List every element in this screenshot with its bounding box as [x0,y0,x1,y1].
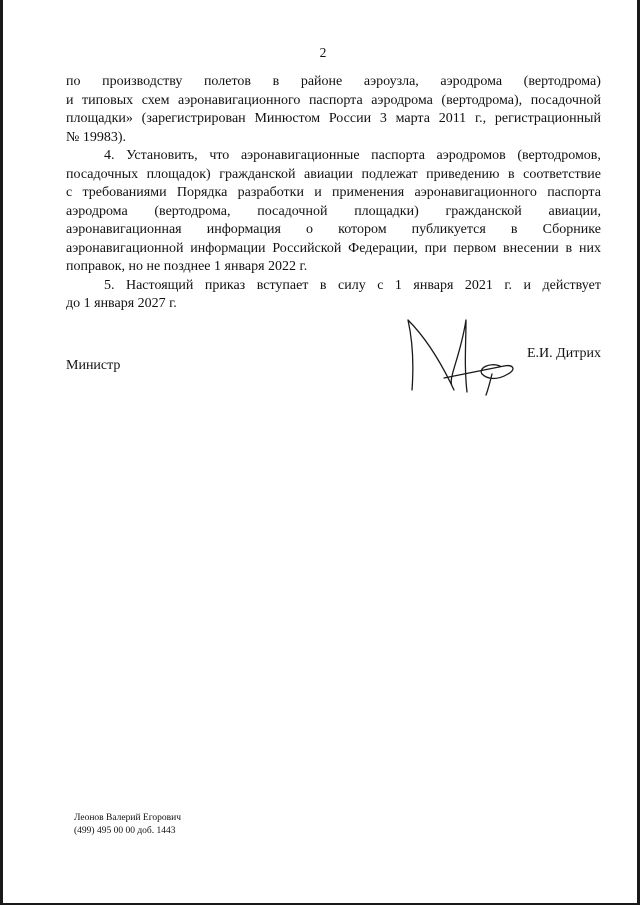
word: Порядка [176,185,228,200]
word: 2021 [464,277,493,293]
word: Федерации, [348,240,418,256]
word: (вертодрома, [154,203,231,219]
word: (вертодрома) [523,74,601,89]
word: информации [190,240,266,256]
word: и [314,185,322,200]
word: полетов [203,74,251,89]
word: что [209,148,230,163]
word: Настоящий [125,277,194,293]
word: и [523,277,532,293]
word: марта [395,111,430,126]
word: по [66,74,81,89]
word: в [272,74,280,89]
word: них [578,240,601,256]
word: января [413,277,454,293]
word: Сборнике [542,222,601,237]
word: посадочной [530,92,601,108]
word: 4. [104,148,115,163]
word: паспорта [547,185,601,200]
word: аэродромов [436,148,506,163]
word: действует [542,277,601,293]
word: и [66,92,74,108]
text-line [66,240,601,259]
signature-block [66,318,601,398]
word: аэронавигационного [178,92,301,108]
word: аэроузла, [363,74,419,89]
word: требованиями [82,185,167,200]
contact-name: Леонов Валерий Егорович [74,813,181,823]
word: авиации [304,166,354,182]
word: аэродрома [371,92,433,108]
word: силу [338,277,366,293]
signer-name: Е.И. Дитрих [527,346,601,361]
word: приказ [204,277,246,293]
word: 1 [394,277,402,293]
text-line [66,147,601,166]
word: регистрационный [494,111,601,126]
contact-info [74,812,181,838]
word: площадки) [354,203,419,219]
text-line [66,277,601,296]
word: аэродрома [440,74,503,89]
word: типовых [82,92,134,108]
word: при [424,240,447,256]
text-line [66,221,601,240]
word: в [565,240,573,256]
body-text [66,73,601,314]
word: схем [141,92,170,108]
word: авиации, [548,203,601,219]
word: аэронавигационные [240,148,360,163]
word: соответствие [523,166,601,182]
text-line [66,203,601,222]
text-line: № 19983). [66,129,127,145]
word: площадки» [66,111,133,126]
word: Российской [272,240,342,256]
word: 3 [379,111,387,126]
text-line [66,184,601,203]
word: 5. [104,277,115,293]
page-number: 2 [319,45,327,60]
word: гражданской [219,166,296,182]
word: аэродрома [66,203,128,219]
word: посадочных [66,166,139,182]
word: паспорта [371,148,425,163]
word: 2011 [438,111,467,126]
word: вступает [256,277,309,293]
word: в [510,222,518,237]
word: первом [453,240,497,256]
word: (вертодрома), [441,92,523,108]
word: внесении [502,240,559,256]
word: аэронавигационная [66,222,182,237]
word: г. [504,277,513,293]
word: приведению [426,166,500,182]
word: аэронавигационной [66,240,184,256]
word: районе [300,74,343,89]
word: подлежат [361,166,418,182]
word: о [306,222,314,237]
word: информация [206,222,281,237]
word: в [319,277,327,293]
word: разработки [237,185,304,200]
word: Минюстом [254,111,321,126]
word: г., [474,111,487,126]
word: (зарегистрирован [141,111,246,126]
word: котором [338,222,387,237]
word: аэронавигационного [414,185,537,200]
text-line [66,110,601,129]
text-line [66,166,601,185]
word: с [377,277,384,293]
word: посадочной [257,203,328,219]
text-line [66,73,601,92]
word: в [507,166,515,182]
text-line: до 1 января 2027 г. [66,296,177,311]
word: паспорта [308,92,363,108]
word: (вертодромов, [517,148,601,163]
text-line [66,92,601,111]
handwritten-signature [404,318,524,396]
word: применения [332,185,405,200]
word: площадок) [146,166,211,182]
word: гражданской [445,203,522,219]
text-line: поправок, но не позднее 1 января 2022 г. [66,259,308,274]
signer-title: Министр [66,358,121,373]
word: России [328,111,372,126]
word: с [66,185,73,200]
contact-phone: (499) 495 00 00 доб. 1443 [74,826,176,836]
word: производству [102,74,183,89]
word: публикуется [411,222,486,237]
word: Установить, [126,148,198,163]
